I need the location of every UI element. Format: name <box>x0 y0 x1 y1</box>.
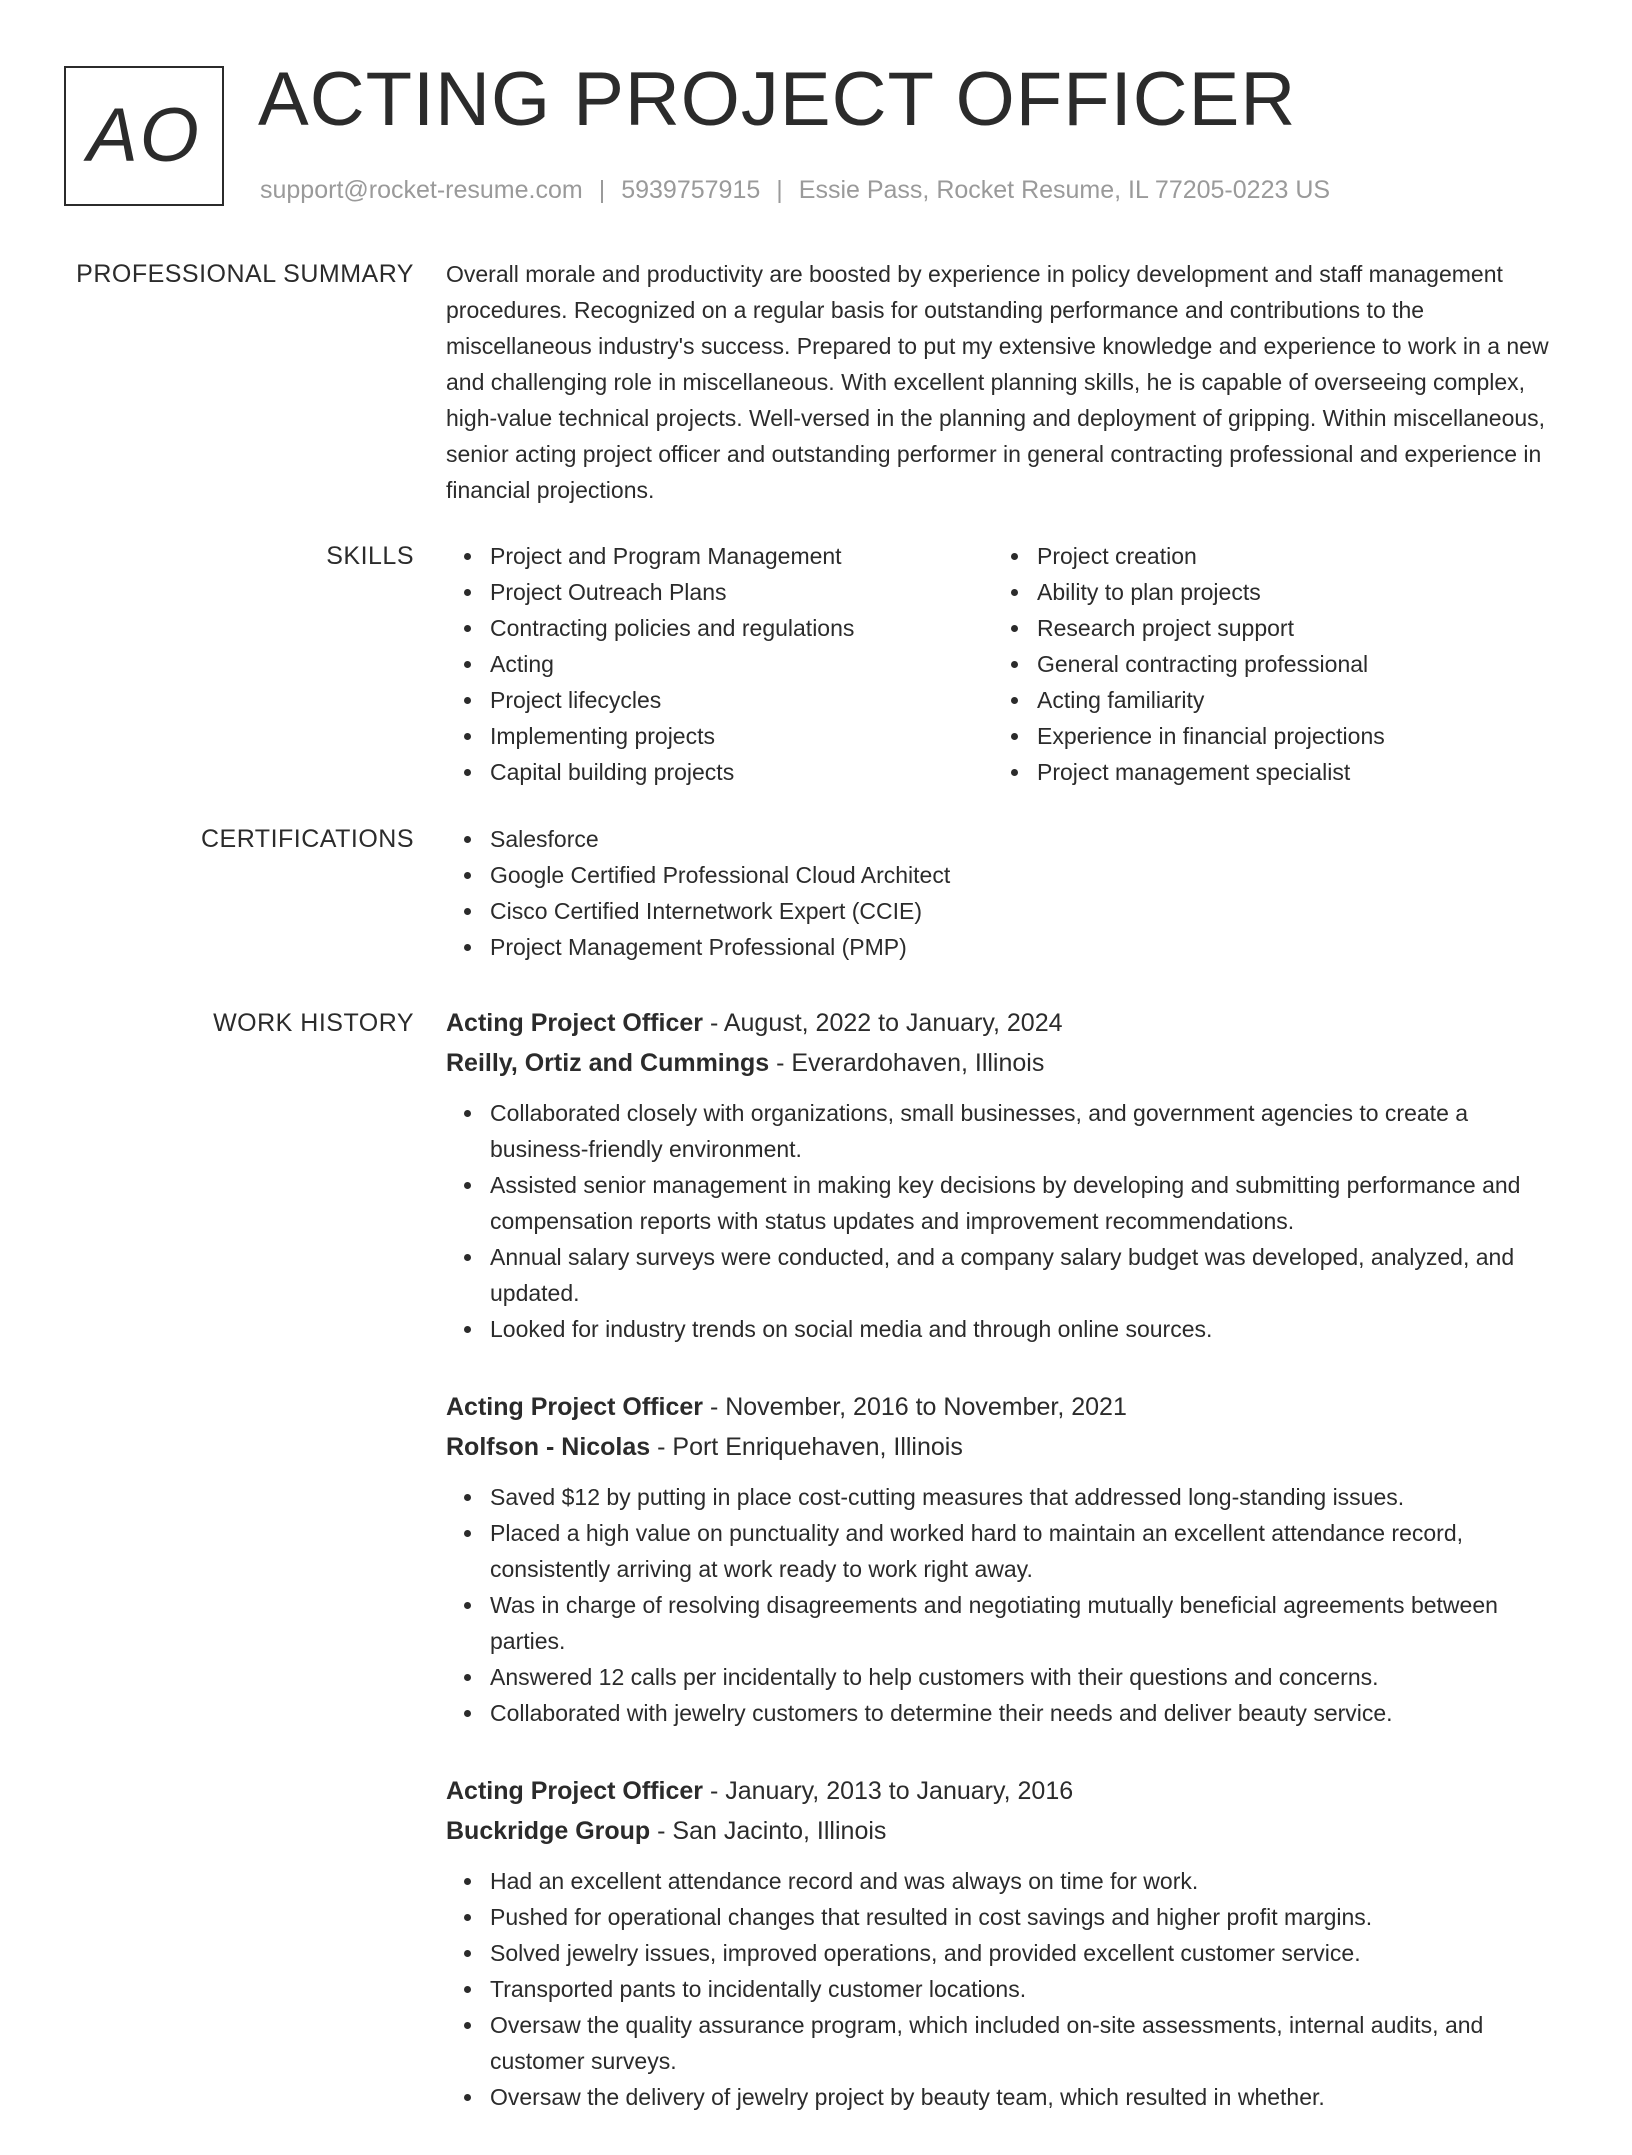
certification-item: Google Certified Professional Cloud Architect <box>446 857 1560 893</box>
skill-item: Project and Program Management <box>446 538 993 574</box>
job-bullets <box>446 1095 1560 1347</box>
job-location: - Port Enriquehaven, Illinois <box>650 1433 963 1461</box>
resume-name: ACTING PROJECT OFFICER <box>258 57 1297 142</box>
job-title: Acting Project Officer <box>446 1777 703 1805</box>
skill-item: Contracting policies and regulations <box>446 610 993 646</box>
job-bullet: Transported pants to incidentally customer locations. <box>446 1971 1560 2007</box>
contact-separator: | <box>776 176 783 204</box>
section-heading: WORK HISTORY <box>213 1009 414 1037</box>
summary-body <box>446 256 1560 508</box>
job-entry <box>446 1003 1560 1347</box>
contact-address: Essie Pass, Rocket Resume, IL 77205-0223 US <box>798 176 1331 204</box>
skill-item: Experience in financial projections <box>993 718 1540 754</box>
job-bullets <box>446 1479 1560 1731</box>
job-bullet: Looked for industry trends on social media and through online sources. <box>446 1311 1560 1347</box>
job-company-line <box>446 1811 1560 1851</box>
skill-item: Project management specialist <box>993 754 1540 790</box>
job-bullet: Pushed for operational changes that resulted in cost savings and higher profit margins. <box>446 1899 1560 1935</box>
skill-item: Acting familiarity <box>993 682 1540 718</box>
job-bullet: Assisted senior management in making key decisions by developing and submitting performance and compensation reports with status updates and improvement recommendations. <box>446 1167 1560 1239</box>
job-location: - San Jacinto, Illinois <box>650 1817 887 1845</box>
job-bullet: Collaborated closely with organizations, small businesses, and government agencies to create a business-friendly environment. <box>446 1095 1560 1167</box>
job-bullet: Had an excellent attendance record and was always on time for work. <box>446 1863 1560 1899</box>
job-bullets <box>446 1863 1560 2115</box>
contact-line <box>260 175 1330 205</box>
skill-item: Implementing projects <box>446 718 993 754</box>
section-heading: PROFESSIONAL SUMMARY <box>76 260 414 288</box>
job-company: Rolfson - Nicolas <box>446 1433 651 1461</box>
work-history-body <box>446 1003 1560 2155</box>
certification-item: Project Management Professional (PMP) <box>446 929 1560 965</box>
skill-item: General contracting professional <box>993 646 1540 682</box>
monogram-initials: AO <box>87 93 201 178</box>
skills-list-right <box>993 538 1540 790</box>
job-dates: - August, 2022 to January, 2024 <box>703 1009 1063 1037</box>
job-entry <box>446 1771 1560 2115</box>
job-bullet: Collaborated with jewelry customers to determine their needs and deliver beauty service. <box>446 1695 1560 1731</box>
skill-item: Capital building projects <box>446 754 993 790</box>
job-company-line <box>446 1427 1560 1467</box>
job-bullet: Solved jewelry issues, improved operations, and provided excellent customer service. <box>446 1935 1560 1971</box>
contact-email[interactable]: support@rocket-resume.com <box>260 176 583 204</box>
job-bullet: Oversaw the delivery of jewelry project by beauty team, which resulted in whether. <box>446 2079 1560 2115</box>
job-bullet: Answered 12 calls per incidentally to help customers with their questions and concerns. <box>446 1659 1560 1695</box>
job-title-line <box>446 1003 1560 1043</box>
skills-body <box>446 538 1560 790</box>
job-dates: - January, 2013 to January, 2016 <box>703 1777 1074 1805</box>
skill-item: Project lifecycles <box>446 682 993 718</box>
skills-columns <box>446 538 1560 790</box>
contact-phone[interactable]: 5939757915 <box>621 176 761 204</box>
job-bullet: Annual salary surveys were conducted, and a company salary budget was developed, analyzed, and updated. <box>446 1239 1560 1311</box>
section-heading: CERTIFICATIONS <box>200 825 414 853</box>
job-company: Buckridge Group <box>446 1817 651 1845</box>
summary-text: Overall morale and productivity are boosted by experience in policy development and staff management procedures. Recognized on a regular basis for outstanding performance and contributions to the miscellaneous industry's success. Prepared to put my extensive knowledge and experience to work in a new and challenging role in miscellaneous. With excellent planning skills, he is capable of overseeing complex, high-value technical projects. Well-versed in the planning and deployment of gripping. Within miscellaneous, senior acting project officer and outstanding performer in general contracting professional and experience in financial projections. <box>446 261 1549 503</box>
skill-item: Research project support <box>993 610 1540 646</box>
job-company: Reilly, Ortiz and Cummings <box>446 1049 770 1077</box>
job-bullet: Saved $12 by putting in place cost-cutting measures that addressed long-standing issues. <box>446 1479 1560 1515</box>
certifications-body <box>446 821 1560 965</box>
job-bullet: Was in charge of resolving disagreements and negotiating mutually beneficial agreements between parties. <box>446 1587 1560 1659</box>
job-bullet: Placed a high value on punctuality and worked hard to maintain an excellent attendance record, consistently arriving at work ready to work right away. <box>446 1515 1560 1587</box>
job-title: Acting Project Officer <box>446 1009 703 1037</box>
job-title-line <box>446 1771 1560 1811</box>
job-entry <box>446 1387 1560 1731</box>
job-bullet: Oversaw the quality assurance program, which included on-site assessments, internal audits, and customer surveys. <box>446 2007 1560 2079</box>
skill-item: Project creation <box>993 538 1540 574</box>
job-title-line <box>446 1387 1560 1427</box>
certifications-list <box>446 821 1560 965</box>
section-heading: SKILLS <box>326 542 414 570</box>
skill-item: Ability to plan projects <box>993 574 1540 610</box>
contact-separator: | <box>598 176 606 204</box>
monogram-box <box>64 66 224 206</box>
skill-item: Acting <box>446 646 993 682</box>
job-title: Acting Project Officer <box>446 1393 703 1421</box>
skills-list-left <box>446 538 993 790</box>
certification-item: Salesforce <box>446 821 1560 857</box>
job-company-line <box>446 1043 1560 1083</box>
certification-item: Cisco Certified Internetwork Expert (CCIE) <box>446 893 1560 929</box>
job-location: - Everardohaven, Illinois <box>769 1049 1045 1077</box>
skill-item: Project Outreach Plans <box>446 574 993 610</box>
job-dates: - November, 2016 to November, 2021 <box>703 1393 1127 1421</box>
